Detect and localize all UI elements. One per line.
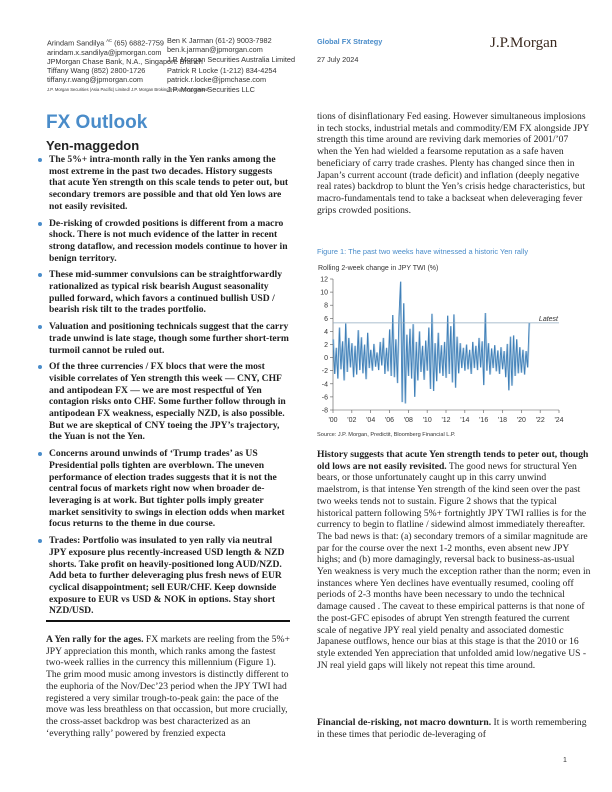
bullet-icon bbox=[38, 273, 42, 277]
x-tick-label: '04 bbox=[366, 417, 376, 424]
author-entity: J.P. Morgan Securities LLC bbox=[167, 84, 255, 94]
paragraph-derisking bbox=[317, 717, 591, 740]
bullet-text: De-risking of crowded positions is different from a macro shock. There is not much evidence of the latter in recent strong dataflow, and recession models continue to hover in benign territory. bbox=[49, 217, 288, 264]
bullet-text: Concerns around unwinds of ‘Trump trades’ as US Presidential polls tighten are overblown. The uneven performance of election trades suggests that it is not the central focus of markets right now when broader de-leveraging is at work. But tighter polls imply greater market sensitivity to swings in election odds when market focus returns to the theme in due course. bbox=[49, 448, 285, 530]
author-entity: J.P. Morgan Securities Australia Limited bbox=[167, 54, 296, 64]
y-tick-label: 6 bbox=[324, 315, 328, 323]
x-axis bbox=[328, 410, 563, 424]
author-email[interactable]: ben.k.jarman@jpmorgan.com bbox=[167, 45, 263, 55]
y-tick-label: 4 bbox=[324, 328, 328, 336]
bullet-item bbox=[38, 535, 290, 617]
bullet-text: Valuation and positioning technicals suggest that the carry trade unwind is late stage, though some further short-term turmoil cannot be ruled out. bbox=[49, 321, 289, 356]
y-tick-label: -4 bbox=[321, 381, 328, 389]
paragraph-lead: A Yen rally for the ages. bbox=[46, 634, 144, 645]
page-number: 1 bbox=[563, 757, 567, 764]
paragraph-text: FX markets are reeling from the 5%+ JPY appreciation this month, which ranks among the fastest two-week rallies in the currency this millennium (Figure 1). The grim mood music among investors is distinctly different to the euphoria of the Nov/Dec’23 period when the JPY TWI had registered a very similar trough-to-peak gain: the pace of the move was less breathless on that occassion, but more crucially, the cross-asset backdrop was best characterized as an ‘everything rally’ powered by frenzied expecta bbox=[46, 634, 290, 739]
y-axis bbox=[320, 277, 333, 415]
bullet-item bbox=[38, 218, 290, 265]
x-tick-label: '08 bbox=[403, 417, 413, 424]
author-3 bbox=[167, 36, 295, 64]
bullet-icon bbox=[38, 158, 42, 162]
bullet-item bbox=[38, 448, 290, 530]
author-email[interactable]: tiffany.r.wang@jpmorgan.com bbox=[47, 75, 143, 85]
report-date: 27 July 2024 bbox=[317, 55, 359, 64]
bullet-text: These mid-summer convulsions can be straightforwardly rationalized as typical risk bearish August seasonality pulled forward, which favors a continued bullish USD / bearish risk tilt to the trades portfolio. bbox=[49, 269, 283, 316]
bullet-icon bbox=[38, 452, 42, 456]
x-tick-label: '20 bbox=[516, 417, 526, 424]
author-email[interactable]: patrick.r.locke@jpmchase.com bbox=[167, 75, 267, 85]
paragraph-history bbox=[317, 449, 591, 671]
section-divider bbox=[46, 620, 290, 622]
y-tick-label: -8 bbox=[321, 407, 328, 415]
bullet-item bbox=[38, 321, 290, 356]
figure-source: Source: J.P. Morgan, Predictit, Bloomberg Financial L.P. bbox=[317, 432, 456, 438]
y-tick-label: 10 bbox=[320, 289, 328, 297]
x-tick-label: '18 bbox=[497, 417, 508, 424]
y-tick-label: 8 bbox=[324, 302, 328, 310]
author-email[interactable]: arindam.x.sandilya@jpmorgan.com bbox=[47, 47, 162, 57]
bullet-icon bbox=[38, 365, 42, 369]
summary-bullets bbox=[38, 154, 290, 622]
x-tick-label: '16 bbox=[479, 417, 489, 424]
author-name: Ben K Jarman bbox=[167, 36, 214, 45]
author-phone: (65) 6882-7759 bbox=[114, 38, 164, 48]
y-tick-label: 12 bbox=[320, 276, 328, 284]
x-tick-label: '02 bbox=[347, 417, 357, 424]
paragraph-lead: History suggests that acute Yen strength tends to peter out, though old lows are not easily revisited. bbox=[317, 449, 589, 472]
author-phone: (852) 2800-1726 bbox=[91, 66, 146, 75]
jpmorgan-logo: J.P.Morgan bbox=[490, 35, 558, 51]
author-entity: JPMorgan Chase Bank, N.A., Singapore Branch bbox=[47, 57, 203, 67]
latest-annotation: Latest bbox=[538, 315, 558, 323]
y-tick-label: 0 bbox=[324, 355, 328, 363]
bullet-text: Trades: Portfolio was insulated to yen rally via neutral JPY exposure plus recently-increased USD length & NZD shorts. Take profit on heavily-positioned long AUD/NZD. Add beta to further deleveraging plus fresh news of EUR cyclical disappointment; sell EUR/CHF. Keep downside exposure to EUR vs USD & NOK in options. Stay short NZD/USD. bbox=[49, 535, 285, 617]
bullet-text: Of the three currencies / FX blocs that were the most visible correlates of Yen strength this week — CNY, CHF and antipodean FX — we are most respectful of Yen contagion risks onto CHF. Some further follow through in antipodean FX weakness, especially NZD, is also possible. But we are skeptical of CNY toeing the JPY’s trajectory, the Yuan is not the Yen. bbox=[49, 361, 286, 443]
paragraph-yen-rally bbox=[46, 634, 292, 739]
yen-twi-chart bbox=[310, 258, 590, 430]
y-tick-label: 2 bbox=[324, 342, 328, 349]
paragraph-lead: Financial de-risking, not macro downturn. bbox=[317, 717, 492, 728]
page-subtitle: Yen-maggedon bbox=[46, 138, 140, 153]
author-phone: (1-212) 834-4254 bbox=[220, 66, 277, 75]
bullet-item bbox=[38, 154, 290, 213]
x-tick-label: '10 bbox=[422, 417, 432, 424]
figure-caption: Figure 1: The past two weeks have witnessed a historic Yen rally bbox=[317, 247, 529, 256]
author-name: Arindam Sandilya bbox=[47, 38, 105, 48]
chart-title: Rolling 2-week change in JPY TWI (%) bbox=[318, 265, 439, 272]
author-entity: J.P. Morgan Securities (Asia Pacific) Limited/ J.P. Morgan Broking (Hong Kong) Limited bbox=[47, 86, 209, 92]
series-name: Global FX Strategy bbox=[317, 37, 383, 46]
series-line-shadow bbox=[334, 282, 530, 404]
paragraph-text: It is worth remembering in these times that periodic de-leveraging of bbox=[317, 717, 587, 740]
author-name: Patrick R Locke bbox=[167, 66, 219, 75]
x-tick-label: '12 bbox=[441, 417, 451, 424]
page-title: FX Outlook bbox=[46, 112, 148, 133]
bullet-text: The 5%+ intra-month rally in the Yen ranks among the most extreme in the past two decades. History suggests that acute Yen strength on this scale tends to peter out, but secondary tremors are possible and that old Yen lows are not easily revisited. bbox=[49, 154, 289, 212]
x-tick-label: '22 bbox=[535, 417, 545, 424]
bullet-icon bbox=[38, 325, 42, 329]
bullet-item bbox=[38, 269, 290, 316]
bullet-icon bbox=[38, 539, 42, 543]
author-4 bbox=[167, 66, 277, 94]
author-phone: (61-2) 9003-7982 bbox=[215, 36, 272, 45]
x-tick-label: '24 bbox=[554, 417, 564, 424]
paragraph-text: The good news for structural Yen bears, or those unfortunately caught up in this carry unwind maelstrom, is that intense Yen strength of the kind seen over the past two weeks tends not to sustain. Figure 2 shows that the typical historical pattern following 5%+ fortnightly JPY TWI rallies is for the currency to begin to flatline / sidewind almost immediately thereafter. The bad news is that: (a) secondary tremors of a similar magnitude are par for the course over the next 1-2 months, even absent new JPY highs; and (b) more damagingly, reversal back to business-as-usual Yen weakness is very much the exception rather than the norm; even in instances where Yen declines have eventually resumed, cooling off periods of 2-3 months have been necessary to undo the technical damage caused . The caveat to these empirical patterns is that none of the post-GFC episodes of abrupt Yen strength featured the current scale of negative JPY real yield penalty and associated domestic Japanese outflows, hence our bias at this stage is that the 2010 or 16 style extended Yen appreciation that unfolded amid low/negative US - JN real yield gaps will likely not repeat this time around. bbox=[317, 460, 591, 671]
plot-area bbox=[333, 282, 559, 404]
bullet-icon bbox=[38, 222, 42, 226]
x-tick-label: '14 bbox=[460, 417, 470, 424]
bullet-item bbox=[38, 361, 290, 443]
x-tick-label: '00 bbox=[328, 417, 338, 424]
paragraph-yen-rally-continued: tions of disinflationary Fed easing. However simultaneous implosions in tech stocks, industrial metals and commodity/EM FX alongside JPY strength this time around are reviving dark memories of 2001/’07 when the Yen had wielded a fearsome reputation as a safe haven beneficiary of carry trade crashes. Plenty has changed since then in Japan’s current account (trade deficit) and inflation (deeply negative real rates) backdrop to blunt the Yen’s crisis hedge characteristics, but macro-fundamentals tend to take a backseat when deleveraging fever grips crowded positions. bbox=[317, 111, 589, 216]
y-tick-label: -6 bbox=[321, 394, 328, 402]
author-suffix: AC bbox=[106, 38, 113, 43]
author-name: Tiffany Wang bbox=[47, 66, 90, 75]
y-tick-label: -2 bbox=[321, 368, 328, 376]
x-tick-label: '06 bbox=[384, 417, 395, 424]
